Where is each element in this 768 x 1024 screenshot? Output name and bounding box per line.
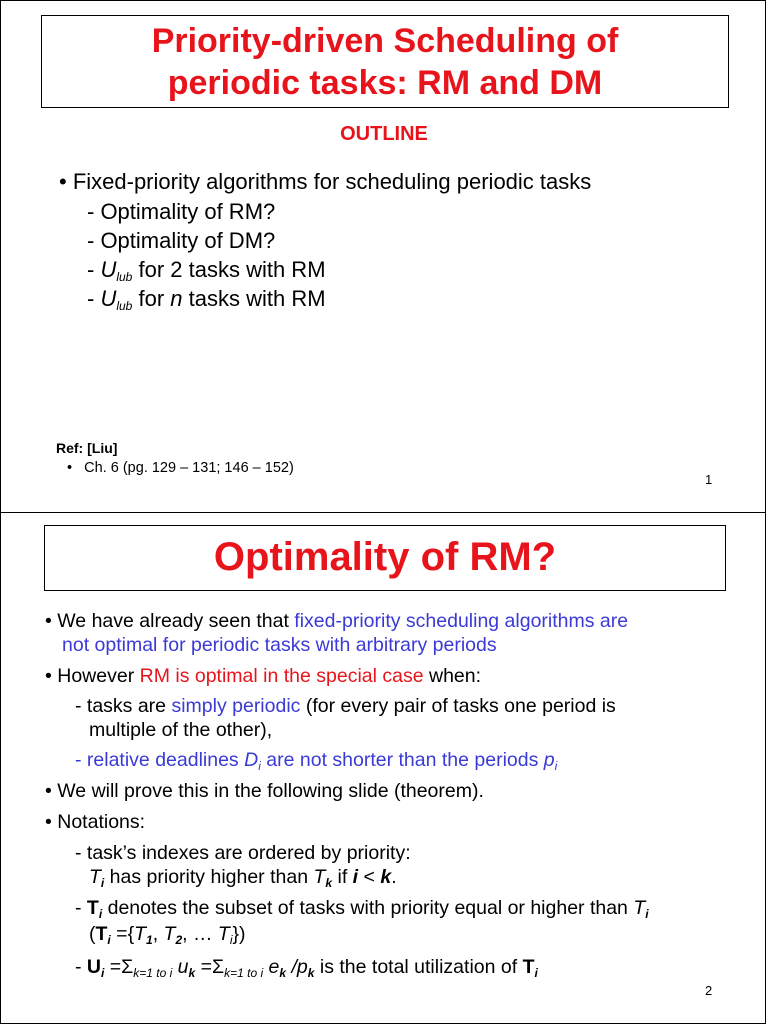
sub-item-ulub-n: - $U_{lub}$ for n tasks with RM [87, 286, 326, 313]
slide-title: Optimality of RM? [213, 535, 557, 579]
bullet-we-will-prove: • We will prove this in the following slide (theorem). [45, 780, 484, 802]
notation-subset-def: ($T_i =\{T_1$, $T_2$, … $T_i$}) [89, 923, 246, 947]
notation-priority-order: $T_i$ has priority higher than $T_k$ if i < k. [89, 866, 397, 890]
slide-1 [0, 0, 766, 513]
bullet-fixed-priority-not-optimal: • We have already seen that fixed-priority scheduling algorithms are [45, 610, 629, 632]
bullet-notations: • Notations: [45, 811, 146, 833]
bullet-fixed-priority-cont: not optimal for periodic tasks with arbitrary periods [62, 634, 497, 656]
slide-2 [0, 512, 766, 1024]
notation-total-utilization: - $U_i =\Sigma_{k=1 to i}$ $u_k =\Sigma_{k=1 to i}$ $e_k$ $/p_k$ is the total utilization of $T_i$ [75, 956, 538, 980]
sub-item-rm: - Optimality of RM? [87, 199, 276, 224]
reference-item: • Ch. 6 (pg. 129 – 131; 146 – 152) [67, 460, 294, 476]
sub-item-ulub-2: - $U_{lub}$ for 2 tasks with RM [87, 257, 326, 284]
page-number: 2 [705, 983, 713, 998]
sub-relative-deadlines: - relative deadlines $D_i$ are not shorter than the periods $p_i$ [75, 749, 558, 773]
title-box [41, 15, 729, 108]
notation-subset: - $T_i$ denotes the subset of tasks with priority equal or higher than $T_i$ [75, 897, 649, 921]
title-box [44, 525, 726, 591]
bullet-fixed-priority: • Fixed-priority algorithms for scheduling periodic tasks [59, 169, 592, 194]
notation-indexes: - task’s indexes are ordered by priority: [75, 842, 411, 864]
sub-simply-periodic: - tasks are simply periodic (for every pair of tasks one period is [75, 695, 616, 717]
sub-item-dm: - Optimality of DM? [87, 228, 276, 253]
bullet-glyph: • [59, 169, 73, 194]
sub-simply-periodic-cont: multiple of the other), [89, 719, 273, 741]
reference-label: Ref: [Liu] [56, 440, 118, 456]
outline-heading: OUTLINE [340, 123, 428, 145]
page-number: 1 [705, 472, 713, 487]
bullet-rm-optimal: • However RM is optimal in the special case when: [45, 665, 482, 687]
slide-title-line2: periodic tasks: RM and DM [167, 64, 603, 102]
slide-title-line1: Priority-driven Scheduling of [151, 22, 619, 60]
